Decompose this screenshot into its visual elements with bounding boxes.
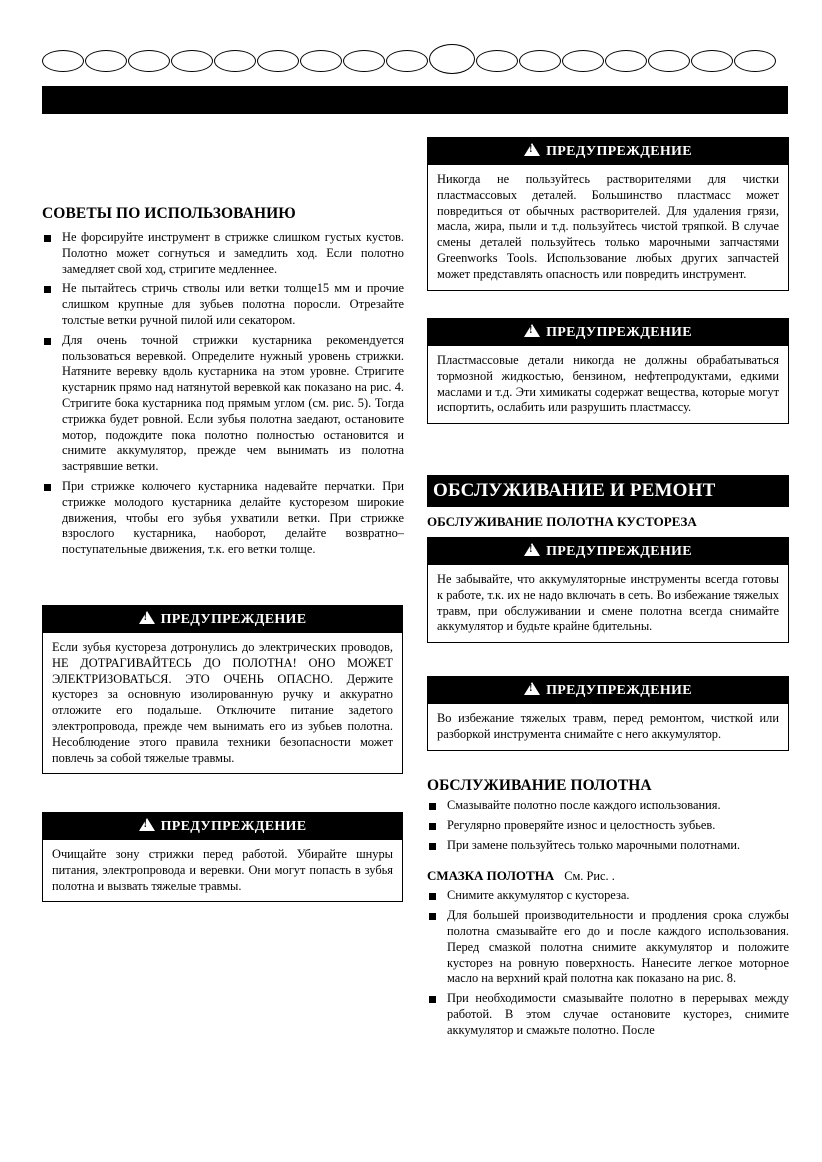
blade-service-title: ОБСЛУЖИВАНИЕ ПОЛОТНА КУСТОРЕЗА: [427, 514, 697, 529]
list-item: При замене пользуйтесь только марочными полотнами.: [427, 838, 789, 854]
warning-triangle-icon: [524, 543, 540, 556]
warning-triangle-icon: [139, 611, 155, 624]
list-item: Не пытайтесь стричь стволы или ветки толще15 мм и прочие слишком крупные для зубьев полотна поросли. Отрезайте толстые ветки ручной пилой или секатором.: [42, 281, 404, 328]
language-tab: [519, 50, 561, 72]
warning-label: ПРЕДУПРЕЖДЕНИЕ: [160, 819, 307, 834]
language-tab: [214, 50, 256, 72]
language-tab-active: [429, 44, 475, 74]
language-tab: [476, 50, 518, 72]
list-item: При необходимости смазывайте полотно в перерывах между работой. В этом случае остановите кусторез, снимите аккумулятор и смажьте полотно. После: [427, 991, 789, 1038]
lube-heading: [427, 867, 789, 885]
list-item: При стрижке колючего кустарника надевайте перчатки. При стрижке молодого кустарника делайте кусторезом широкие движения, чтобы его зубья ухватили ветки. При стрижке взрослого кустарника, наоборот, делайте возвратно–поступательные движения, т.к. его ветки толще.: [42, 479, 404, 558]
warning-label: ПРЕДУПРЕЖДЕНИЕ: [546, 683, 692, 698]
warning-text: Не забывайте, что аккумуляторные инструменты всегда готовы к работе, т.к. их не надо включать в сеть. Во избежание тяжелых травм, при обслуживании и смене полотна всегда снимайте аккумулятор и будьте крайне бдительны.: [437, 572, 779, 634]
warning-box-repair: [427, 676, 789, 751]
warning-text: Очищайте зону стрижки перед работой. Убирайте шнуры питания, электропровода и веревки. Они могут попасть в зубья полотна и вызвать тяжелые травмы.: [52, 847, 393, 893]
language-tab: [85, 50, 127, 72]
warning-box-plastics: [427, 318, 789, 424]
language-tab: [171, 50, 213, 72]
warning-header: [43, 606, 402, 633]
language-tab: [386, 50, 428, 72]
language-tab-strip: [42, 50, 788, 74]
usage-list: [42, 230, 404, 558]
language-tab: [562, 50, 604, 72]
warning-box-clean-area: [42, 812, 403, 902]
lube-figure-ref: См. Рис. .: [564, 869, 615, 884]
warning-label: ПРЕДУПРЕЖДЕНИЕ: [546, 144, 692, 159]
warning-label: ПРЕДУПРЕЖДЕНИЕ: [160, 612, 307, 627]
list-item: Для очень точной стрижки кустарника рекомендуется пользоваться веревкой. Определите нужный уровень стрижки. Натяните веревку вдоль кустарника на этом уровне. Стригите кустарник прямо над натянутой веревкой как показано на рис. 4. Стригите бока кустарника под прямым углом (см. рис. 5). Тогда стрижка будет ровной. Если зубья полотна заедают, остановите мотор, подождите пока полотно полностью остановится и снимите аккумулятор, прежде чем вынимать из полотна застрявшие ветки.: [42, 333, 404, 475]
list-item: Снимите аккумулятор с кустореза.: [427, 888, 789, 904]
blade-maintenance: [427, 777, 789, 1043]
warning-label: ПРЕДУПРЕЖДЕНИЕ: [546, 544, 692, 559]
warning-triangle-icon: [139, 818, 155, 831]
lube-title: СМАЗКА ПОЛОТНА: [427, 868, 555, 884]
warning-text: Пластмассовые детали никогда не должны обрабатываться тормозной жидкостью, бензином, нефтепродуктами, едкими маслами и т.д. Эти химикаты содержат вещества, которые могут испортить, ослабить или разрушить пластмассу.: [437, 353, 779, 415]
usage-title: СОВЕТЫ ПО ИСПОЛЬЗОВАНИЮ: [42, 205, 296, 222]
warning-header: [428, 138, 788, 165]
lube-list: [427, 888, 789, 1038]
warning-triangle-icon: [524, 682, 540, 695]
language-tab: [42, 50, 84, 72]
list-item: Не форсируйте инструмент в стрижке слишком густых кустов. Полотно может согнуться и замедлить ход. Если полотно замедляет свой ход, стригите медленнее.: [42, 230, 404, 277]
warning-box-electric: [42, 605, 403, 774]
warning-header: [43, 813, 402, 840]
header-bar: [42, 86, 788, 114]
left-column: [42, 205, 404, 562]
warning-triangle-icon: [524, 324, 540, 337]
warning-box-battery: [427, 537, 789, 643]
warning-text: Во избежание тяжелых травм, перед ремонтом, чисткой или разборкой инструмента снимайте с него аккумулятор.: [437, 711, 779, 741]
warning-header: [428, 677, 788, 704]
warning-triangle-icon: [524, 143, 540, 156]
blade-title: ОБСЛУЖИВАНИЕ ПОЛОТНА: [427, 777, 652, 794]
language-tab: [128, 50, 170, 72]
language-tab: [257, 50, 299, 72]
maintenance-section: [427, 475, 789, 530]
warning-label: ПРЕДУПРЕЖДЕНИЕ: [546, 325, 692, 340]
list-item: Для большей производительности и продления срока службы полотна смазывайте его до и после каждого использования. Перед смазкой полотна снимите аккумулятор и положите кусторез на ровную поверхность. Нанесите легкое моторное масло на верхний край полотна как показано на рис. 8.: [427, 908, 789, 987]
warning-text: Никогда не пользуйтесь растворителями для чистки пластмассовых деталей. Большинство пластмасс может повредиться от обычных растворителей. Для удаления грязи, масла, жира, пыли и т.д. пользуйтесь чистой тряпкой. В случае смены деталей пользуйтесь только марочными запчастями Greenworks Tools. Использование любых других запчастей может представлять опасность или повредить инструмент.: [437, 172, 779, 281]
list-item: Регулярно проверяйте износ и целостность зубьев.: [427, 818, 789, 834]
warning-box-solvents: [427, 137, 789, 291]
warning-text: Если зубья кустореза дотронулись до электрических проводов, НЕ ДОТРАГИВАЙТЕСЬ ДО ПОЛОТНА! ОНО МОЖЕТ ЭЛЕКТРИЗОВАТЬСЯ. ЭТО ОЧЕНЬ ОПАСНО. Держите кусторез за основную изолированную ручку и аккуратно отложите его подальше. Отключите питание задетого электропровода, прежде чем вынимать его из зубьев полотна. Несоблюдение этого правила техники безопасности может повлечь за собой тяжелые травмы.: [52, 640, 393, 765]
language-tab: [691, 50, 733, 72]
language-tab: [648, 50, 690, 72]
language-tab: [734, 50, 776, 72]
warning-header: [428, 319, 788, 346]
list-item: Смазывайте полотно после каждого использования.: [427, 798, 789, 814]
language-tab: [605, 50, 647, 72]
warning-header: [428, 538, 788, 565]
language-tab: [343, 50, 385, 72]
maintenance-title: ОБСЛУЖИВАНИЕ И РЕМОНТ: [427, 475, 789, 507]
language-tab: [300, 50, 342, 72]
blade-list: [427, 798, 789, 853]
